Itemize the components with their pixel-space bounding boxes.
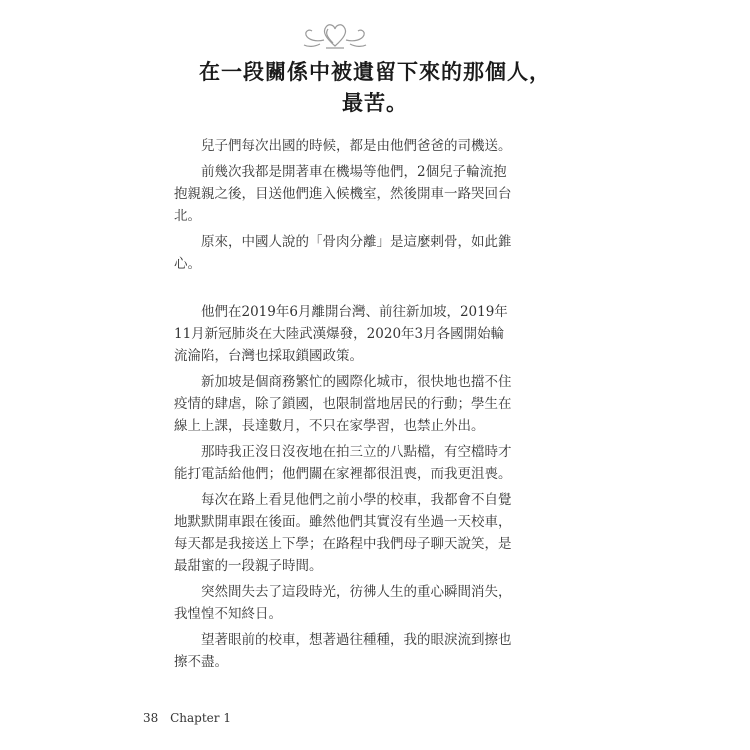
section-break bbox=[174, 279, 514, 301]
page-footer bbox=[143, 711, 231, 725]
body-text bbox=[174, 135, 514, 677]
page-number: 38 bbox=[143, 711, 159, 725]
chapter-label: Chapter 1 bbox=[170, 711, 231, 725]
chapter-title bbox=[140, 56, 610, 118]
paragraph: 望著眼前的校車，想著過往種種，我的眼淚流到擦也擦不盡。 bbox=[174, 632, 512, 670]
paragraph: 兒子們每次出國的時候，都是由他們爸爸的司機送。 bbox=[201, 138, 512, 154]
paragraph: 每次在路上看見他們之前小學的校車，我都會不自覺地默默開車跟在後面。雖然他們其實沒有坐過一天校車，每天都是我接送上下學；在路程中我們母子聊天說笑，是最甜蜜的一段親子時間。 bbox=[174, 492, 512, 574]
paragraph: 原來，中國人說的「骨肉分離」是這麼剌骨，如此錐心。 bbox=[174, 234, 512, 272]
heart-swirl-ornament-icon bbox=[300, 18, 370, 52]
paragraph: 新加坡是個商務繁忙的國際化城市，很快地也擋不住疫情的肆虐，除了鎖國，也限制當地居民的行動；學生在線上上課，長達數月，不只在家學習，也禁止外出。 bbox=[174, 374, 512, 434]
paragraph: 前幾次我都是開著車在機場等他們，2個兒子輪流抱抱親親之後，目送他們進入候機室，然後開車一路哭回台北。 bbox=[174, 164, 512, 224]
title-line-1: 在一段關係中被遺留下來的那個人， bbox=[199, 59, 551, 84]
paragraph: 他們在2019年6月離開台灣、前往新加坡，2019年11月新冠肺炎在大陸武漢爆發，2020年3月各國開始輪流淪陷，台灣也採取鎖國政策。 bbox=[174, 304, 508, 364]
paragraph: 那時我正沒日沒夜地在拍三立的八點檔，有空檔時才能打電話給他們；他們關在家裡都很沮喪，而我更沮喪。 bbox=[174, 444, 512, 482]
title-line-2: 最苦。 bbox=[342, 90, 408, 115]
paragraph: 突然間失去了這段時光，彷彿人生的重心瞬間消失，我惶惶不知終日。 bbox=[174, 584, 512, 622]
